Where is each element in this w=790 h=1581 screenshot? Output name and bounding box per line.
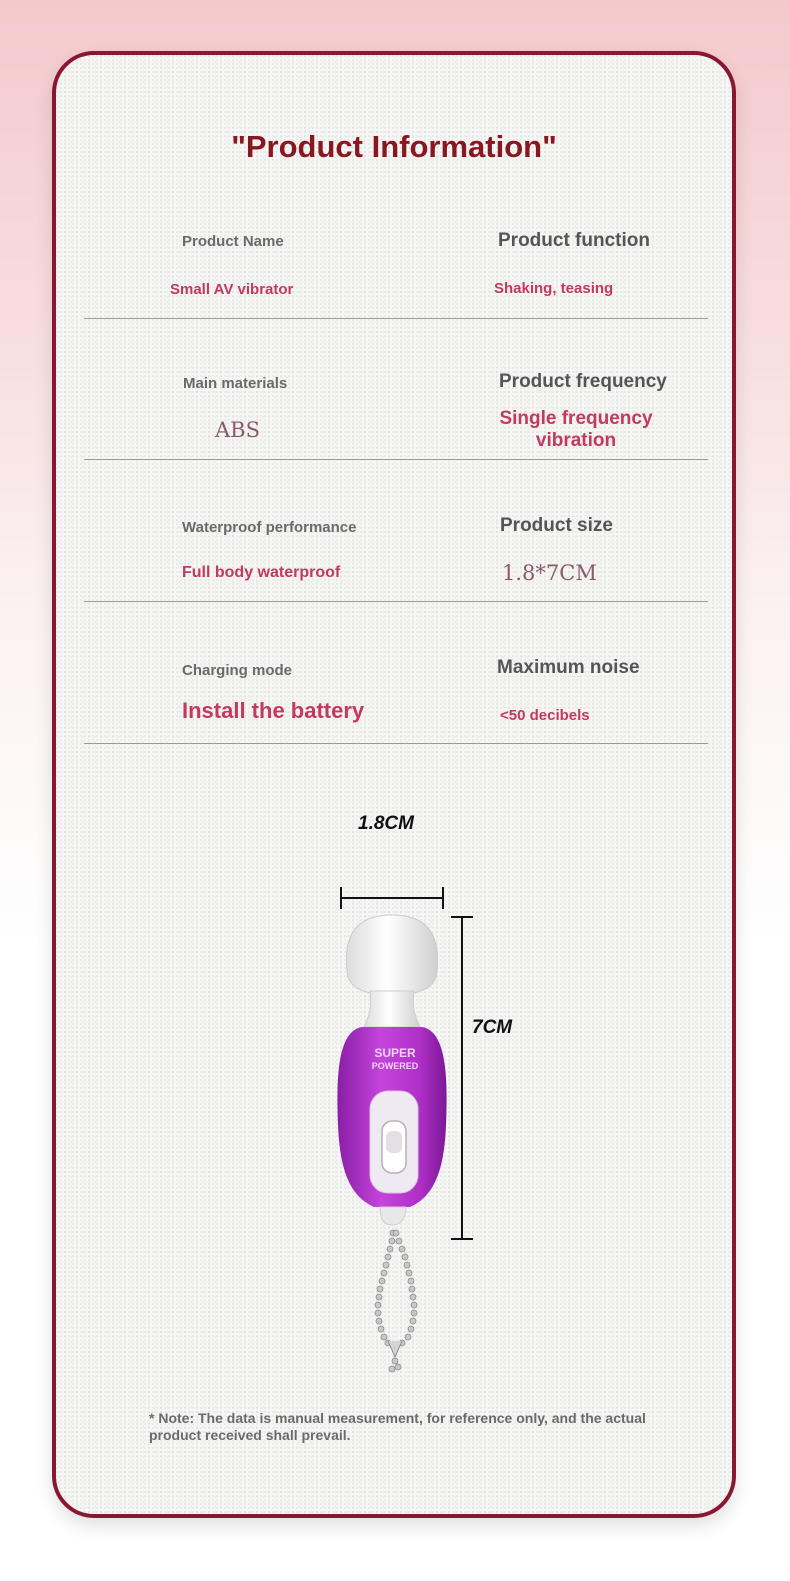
product-function-value: Shaking, teasing [494,280,614,297]
divider [84,318,708,319]
product-frequency-label: Product frequency [499,371,667,392]
height-dimension-label: 7CM [472,1017,513,1038]
main-materials-label: Main materials [183,375,288,392]
divider [84,743,708,744]
waterproof-label: Waterproof performance [182,519,357,536]
product-frequency-value-line1: Single frequency [499,408,653,429]
brand-label-super: SUPER [374,1046,416,1060]
width-dimension-label: 1.8CM [358,813,414,834]
product-frequency-value-line2: vibration [535,430,617,451]
product-function-label: Product function [498,230,650,251]
maximum-noise-value: <50 decibels [500,707,590,724]
main-materials-value: ABS [215,418,260,442]
divider [84,601,708,602]
brand-label-powered: POWERED [371,1061,419,1071]
bottom-cap [380,1207,406,1225]
product-name-value: Small AV vibrator [170,281,294,298]
product-name-label: Product Name [182,233,284,250]
product-diagram [296,845,536,1385]
waterproof-value: Full body waterproof [182,564,341,581]
charging-mode-label: Charging mode [182,662,293,679]
divider [84,459,708,460]
measurement-note: * Note: The data is manual measurement, for reference only, and the actual product received shall prevail. [149,1410,646,1443]
page-title: "Product Information" [231,129,557,164]
massager-head [347,915,438,1027]
product-info-card [52,51,736,1518]
charging-mode-value: Install the battery [182,698,365,723]
height-dimension-line [451,917,473,1239]
maximum-noise-label: Maximum noise [497,657,640,678]
switch-slider [386,1131,402,1153]
product-frequency-value [474,408,678,452]
massager-body [337,1027,446,1207]
bead-chain [375,1230,417,1372]
product-size-label: Product size [500,515,613,536]
product-size-value: 1.8*7CM [502,561,597,585]
width-dimension-line [341,887,443,909]
